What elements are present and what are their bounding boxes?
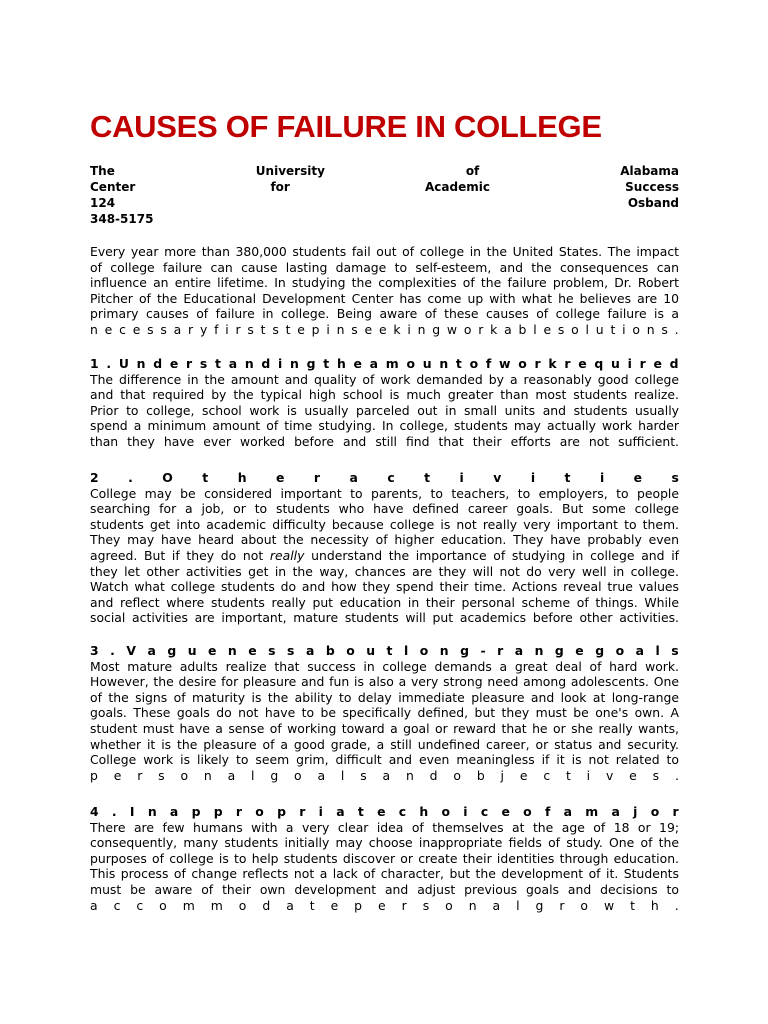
heading-char: i — [599, 470, 605, 485]
spread-char: a — [504, 321, 512, 337]
spread-char: i — [407, 321, 411, 337]
heading-char: c — [480, 804, 489, 819]
heading-char: f — [544, 804, 551, 819]
spread-char: v — [605, 767, 614, 783]
spread-char: i — [586, 767, 591, 783]
paragraph-line: College work is likely to seem grim, difficult and even meaningless if it is not related to — [90, 752, 679, 768]
paragraph-last-line — [90, 322, 679, 338]
spread-char: r — [478, 321, 484, 337]
spread-char: t — [309, 897, 315, 913]
heading-char: e — [353, 356, 362, 371]
spread-char: p — [90, 767, 98, 783]
paragraph-line: whether it is the pleasure of a good grade, a still undefined career, or status and security. — [90, 736, 679, 752]
spread-char: c — [543, 767, 551, 783]
spread-char: e — [519, 767, 528, 783]
spread-char: s — [247, 321, 254, 337]
paragraph-line: spend a minimum amount of time studying. In college, students may actually work harder — [90, 418, 679, 434]
spread-char: p — [311, 321, 320, 337]
section-3 — [90, 643, 679, 783]
paragraph-line: they let other activities get in the way, chances are they will not do very well in college. — [90, 563, 679, 579]
heading-char: i — [530, 470, 536, 485]
heading-char: r — [313, 470, 320, 485]
heading-char: n — [439, 356, 449, 371]
spread-char: l — [251, 767, 255, 783]
paragraph-line: of college failure can cause lasting damage to self-esteem, and the consequences can — [90, 259, 679, 275]
address-phone: 348-5175 — [90, 212, 154, 226]
spread-char: m — [182, 897, 195, 913]
spread-char: a — [286, 897, 294, 913]
spread-char: a — [382, 767, 391, 783]
address-word: Success — [625, 180, 679, 194]
spread-char: i — [225, 321, 229, 337]
heading-char: a — [563, 804, 573, 819]
spread-char: o — [294, 767, 302, 783]
spread-char: u — [595, 321, 604, 337]
heading-char: g — [554, 643, 564, 658]
heading-char: i — [459, 470, 464, 485]
spread-char: n — [468, 897, 477, 913]
spread-char: e — [378, 321, 387, 337]
heading-char: h — [237, 470, 247, 485]
heading-char: m — [585, 804, 599, 819]
spread-char: i — [622, 321, 626, 337]
heading-char: o — [255, 804, 264, 819]
address-word: University — [255, 164, 325, 178]
heading-char: n — [147, 804, 157, 819]
heading-char: a — [336, 804, 345, 819]
paragraph-line: influence an entire lifetime. In studying the complexities of the failure problem, Dr. Robert — [90, 275, 679, 291]
heading-char: o — [650, 804, 660, 819]
heading-char: p — [191, 804, 201, 819]
heading-char: v — [493, 470, 502, 485]
address-word: of — [465, 164, 480, 178]
heading-char: n — [136, 356, 146, 371]
heading-char: u — [422, 356, 432, 371]
heading-char: a — [349, 470, 358, 485]
heading-char: . — [128, 470, 133, 485]
heading-char: e — [575, 643, 584, 658]
spread-char: . — [674, 321, 679, 337]
heading-char: V — [126, 643, 136, 658]
address-word: The — [90, 164, 115, 178]
heading-char: t — [215, 356, 221, 371]
spread-char: r — [401, 897, 407, 913]
heading-char: g — [167, 643, 177, 658]
paragraph-line: There are few humans with a very clear idea of themselves at the age of 18 or 19; — [90, 819, 679, 835]
paragraph-line: of the signs of maturity is the ability to delay immediate pleasure and look at long-range — [90, 689, 679, 705]
heading-char: u — [611, 356, 620, 371]
heading-char: q — [594, 356, 604, 371]
address-line — [90, 163, 679, 179]
spread-char: s — [661, 321, 668, 337]
spread-char: s — [360, 767, 367, 783]
heading-char: e — [208, 643, 217, 658]
paragraph-line: and reflect where students really put education in their personal scheme of things. While — [90, 594, 679, 610]
heading-char: m — [385, 356, 399, 371]
heading-char: s — [287, 643, 295, 658]
spread-char: t — [610, 321, 616, 337]
paragraph-line: College may be considered important to parents, to teachers, to employers, to people — [90, 485, 679, 501]
paragraph-last-line — [90, 768, 679, 784]
heading-char: o — [406, 356, 415, 371]
spread-char: c — [136, 897, 144, 913]
paragraph-line: Pitcher of the Educational Development Center has come up with what he believes are 10 — [90, 290, 679, 306]
heading-char: i — [627, 356, 632, 371]
heading-char: e — [653, 356, 662, 371]
paragraph-line: purposes of college is to help students discover or create their identities through education. — [90, 850, 679, 866]
heading-char: a — [635, 643, 644, 658]
paragraph-line: Watch what college students do and how they spend their time. Actions reveal true values — [90, 579, 679, 595]
heading-char: o — [441, 804, 451, 819]
heading-char: r — [564, 356, 571, 371]
spread-char: o — [463, 321, 472, 337]
heading-char: a — [169, 804, 179, 819]
heading-char: e — [377, 804, 386, 819]
heading-char: s — [671, 470, 679, 485]
heading-char: h — [336, 356, 346, 371]
spread-char: s — [557, 321, 565, 337]
paragraph-line: This process of change reflects not a lack of character, but the development of it. Students — [90, 866, 679, 882]
spread-char: w — [603, 897, 615, 913]
paragraph-line: must be aware of their own development and adjust previous goals and decisions to — [90, 881, 679, 897]
paragraph-line: primary causes of failure in college. Being aware of these causes of college failure is a — [90, 306, 679, 322]
spread-char: s — [147, 321, 154, 337]
spread-char: e — [132, 321, 141, 337]
heading-char: o — [615, 643, 625, 658]
heading-char: I — [129, 804, 135, 819]
heading-char: r — [299, 804, 306, 819]
heading-char: n — [244, 356, 254, 371]
heading-char: o — [419, 643, 429, 658]
heading-char: k — [548, 356, 557, 371]
spread-char: r — [137, 767, 143, 783]
spread-char: b — [518, 321, 527, 337]
heading-char: d — [153, 356, 163, 371]
heading-char: n — [534, 643, 544, 658]
heading-char: t — [424, 470, 431, 485]
spread-char: e — [364, 321, 373, 337]
spread-char: n — [646, 321, 655, 337]
heading-char: t — [323, 356, 330, 371]
address-word: Academic — [425, 180, 490, 194]
spread-char: o — [453, 767, 461, 783]
heading-char: r — [534, 356, 541, 371]
spread-char: t — [285, 321, 291, 337]
heading-char: p — [213, 804, 223, 819]
heading-char: . — [111, 804, 117, 819]
section-4 — [90, 804, 679, 913]
heading-char: t — [564, 470, 571, 485]
spread-char: f — [214, 321, 219, 337]
section-heading — [90, 356, 679, 372]
heading-char: s — [199, 356, 208, 371]
spread-char: l — [585, 321, 589, 337]
paragraph-line: goals. These goals do not have to be specifically defined, but they must be one's own. A — [90, 705, 679, 721]
spread-char: i — [326, 321, 330, 337]
section-heading — [90, 804, 679, 820]
spread-char: a — [90, 897, 98, 913]
paragraph-line: However, the desire for pleasure and fun is also a very strong need among adolescents. One — [90, 674, 679, 690]
spread-char: d — [262, 897, 271, 913]
heading-char: e — [633, 470, 643, 485]
spread-char: g — [432, 321, 441, 337]
heading-char: a — [369, 356, 379, 371]
section-1 — [90, 356, 679, 450]
heading-char: o — [518, 356, 527, 371]
heading-char: e — [276, 470, 285, 485]
spread-char: n — [203, 767, 212, 783]
emphasis-word: really — [269, 547, 305, 563]
spread-char: o — [580, 897, 589, 913]
heading-char: l — [655, 643, 660, 658]
spread-char: o — [159, 897, 167, 913]
spread-char: s — [652, 767, 660, 783]
heading-char: a — [611, 804, 620, 819]
heading-char: a — [514, 643, 524, 658]
heading-char: o — [469, 356, 479, 371]
heading-char: a — [147, 643, 156, 658]
spread-char: b — [476, 767, 485, 783]
spread-char: e — [543, 321, 552, 337]
spread-char: s — [351, 321, 358, 337]
paragraph-line: Most mature adults realize that success in college demands a great deal of hard work. — [90, 658, 679, 674]
heading-char: l — [403, 643, 409, 658]
spread-char: t — [260, 321, 266, 337]
emphasis-before: agreed. But if they do not — [90, 547, 270, 563]
heading-char: s — [671, 643, 679, 658]
heading-char: . — [106, 356, 112, 371]
spread-char: t — [630, 897, 635, 913]
paragraph-line-emphasis — [90, 548, 679, 564]
spread-char: n — [336, 321, 345, 337]
spread-char: a — [492, 897, 501, 913]
heading-char: g — [460, 643, 469, 658]
spread-char: y — [199, 321, 208, 337]
heading-char: u — [187, 643, 197, 658]
paragraph-line: Prior to college, school work is usually parceled out in small units and students usually — [90, 402, 679, 418]
spread-char: k — [490, 321, 498, 337]
spread-char: . — [674, 897, 679, 913]
address-word: 124 — [90, 196, 116, 210]
spread-char: e — [104, 321, 113, 337]
spread-char: n — [90, 321, 98, 337]
heading-char: e — [169, 356, 179, 371]
heading-char: U — [118, 356, 129, 371]
heading-char: n — [290, 356, 299, 371]
heading-char: d — [261, 356, 271, 371]
spread-char: s — [158, 767, 165, 783]
address-word: Alabama — [620, 164, 679, 178]
heading-char: u — [366, 643, 376, 658]
heading-char: 1 — [90, 356, 99, 371]
spread-char: r — [188, 321, 194, 337]
spread-char: s — [160, 321, 167, 337]
section-heading — [90, 643, 679, 659]
address-word: for — [270, 180, 290, 194]
spread-char: o — [238, 897, 247, 913]
heading-char: t — [455, 356, 462, 371]
address-line — [90, 195, 679, 211]
heading-char: e — [578, 356, 587, 371]
heading-char: i — [463, 804, 468, 819]
address-block — [90, 163, 679, 227]
spread-char: r — [235, 321, 241, 337]
spread-char: k — [393, 321, 401, 337]
spread-char: n — [417, 321, 426, 337]
spread-char: n — [405, 767, 414, 783]
heading-char: r — [186, 356, 193, 371]
paragraph-line: students get into academic difficulty because college is not really very important to them. — [90, 516, 679, 532]
spread-char: s — [272, 321, 279, 337]
paragraph-line: social activities are important, mature students will put academics before other activities. — [90, 610, 679, 626]
heading-char: p — [277, 804, 286, 819]
spread-char: p — [354, 897, 363, 913]
spread-char: o — [180, 767, 189, 783]
paragraph-line: searching for a job, or to students who have defined career goals. But some college — [90, 501, 679, 517]
heading-char: r — [672, 804, 679, 819]
paragraph-line: They may have heard about the necessity of higher education. They have probably even — [90, 532, 679, 548]
heading-char: s — [268, 643, 276, 658]
heading-char: o — [523, 804, 532, 819]
spread-char: h — [650, 897, 659, 913]
heading-char: c — [387, 470, 395, 485]
heading-char: 4 — [90, 804, 99, 819]
spread-char: a — [227, 767, 236, 783]
intro-paragraph — [90, 244, 679, 338]
heading-char: i — [318, 804, 323, 819]
spread-char: o — [571, 321, 579, 337]
paragraph-line: consequently, many students initially may choose inappropriate fields of study. One of the — [90, 835, 679, 851]
heading-char: t — [386, 643, 393, 658]
spread-char: . — [674, 767, 679, 783]
heading-char: t — [202, 470, 209, 485]
address-line — [90, 179, 679, 195]
spread-char: l — [516, 897, 520, 913]
spread-char: o — [445, 897, 453, 913]
heading-char: b — [325, 643, 335, 658]
paragraph-line: The difference in the amount and quality of work demanded by a reasonably good college — [90, 371, 679, 387]
emphasis-after: understand the importance of studying in college and if — [304, 547, 679, 563]
heading-char: a — [228, 356, 238, 371]
paragraph-line: and that required by the typical high school is much greater than most students realize. — [90, 387, 679, 403]
spread-char: m — [210, 897, 223, 913]
spread-char: o — [632, 321, 640, 337]
spread-char: g — [270, 767, 279, 783]
spread-char: a — [317, 767, 326, 783]
spread-char: t — [565, 767, 571, 783]
heading-char: e — [501, 804, 510, 819]
spread-char: a — [173, 321, 182, 337]
heading-char: d — [669, 356, 679, 371]
heading-char: n — [227, 643, 237, 658]
paragraph-line: student must have a sense of working toward a goal or reward that he or she really wants, — [90, 720, 679, 736]
section-2 — [90, 470, 679, 626]
heading-char: O — [162, 470, 173, 485]
heading-char: - — [480, 643, 486, 658]
section-heading — [90, 470, 679, 486]
heading-char: g — [306, 356, 316, 371]
heading-char: r — [497, 643, 504, 658]
heading-char: e — [248, 643, 257, 658]
heading-char: i — [278, 356, 283, 371]
spread-char: l — [533, 321, 537, 337]
paragraph-last-line — [90, 898, 679, 914]
heading-char: c — [398, 804, 407, 819]
spread-char: e — [113, 767, 122, 783]
address-word: Osband — [627, 196, 679, 210]
heading-char: o — [346, 643, 355, 658]
paragraph-line: Every year more than 380,000 students fail out of college in the United States. The impact — [90, 244, 679, 259]
spread-char: e — [330, 897, 339, 913]
spread-char: e — [378, 897, 386, 913]
heading-char: a — [305, 643, 315, 658]
spread-char: e — [629, 767, 637, 783]
spread-char: w — [446, 321, 458, 337]
heading-char: w — [499, 356, 511, 371]
spread-char: r — [559, 897, 565, 913]
heading-char: r — [639, 356, 646, 371]
heading-char: g — [595, 643, 605, 658]
heading-char: 3 — [90, 643, 99, 658]
address-word: Center — [90, 180, 136, 194]
spread-char: l — [340, 767, 345, 783]
heading-char: t — [357, 804, 364, 819]
heading-char: j — [633, 804, 638, 819]
spread-char: d — [429, 767, 438, 783]
address-line — [90, 211, 679, 227]
page-title: CAUSES OF FAILURE IN COLLEGE — [90, 109, 602, 144]
heading-char: h — [419, 804, 429, 819]
spread-char: j — [500, 767, 504, 783]
spread-char: g — [535, 897, 544, 913]
heading-char: f — [485, 356, 492, 371]
paragraph-line: than they have ever worked before and still find that their efforts are not sufficient. — [90, 433, 679, 449]
heading-char: . — [110, 643, 115, 658]
heading-char: 2 — [90, 470, 99, 485]
heading-char: r — [235, 804, 243, 819]
spread-char: s — [422, 897, 430, 913]
heading-char: n — [439, 643, 449, 658]
spread-char: e — [297, 321, 305, 337]
spread-char: c — [119, 321, 126, 337]
spread-char: c — [113, 897, 121, 913]
